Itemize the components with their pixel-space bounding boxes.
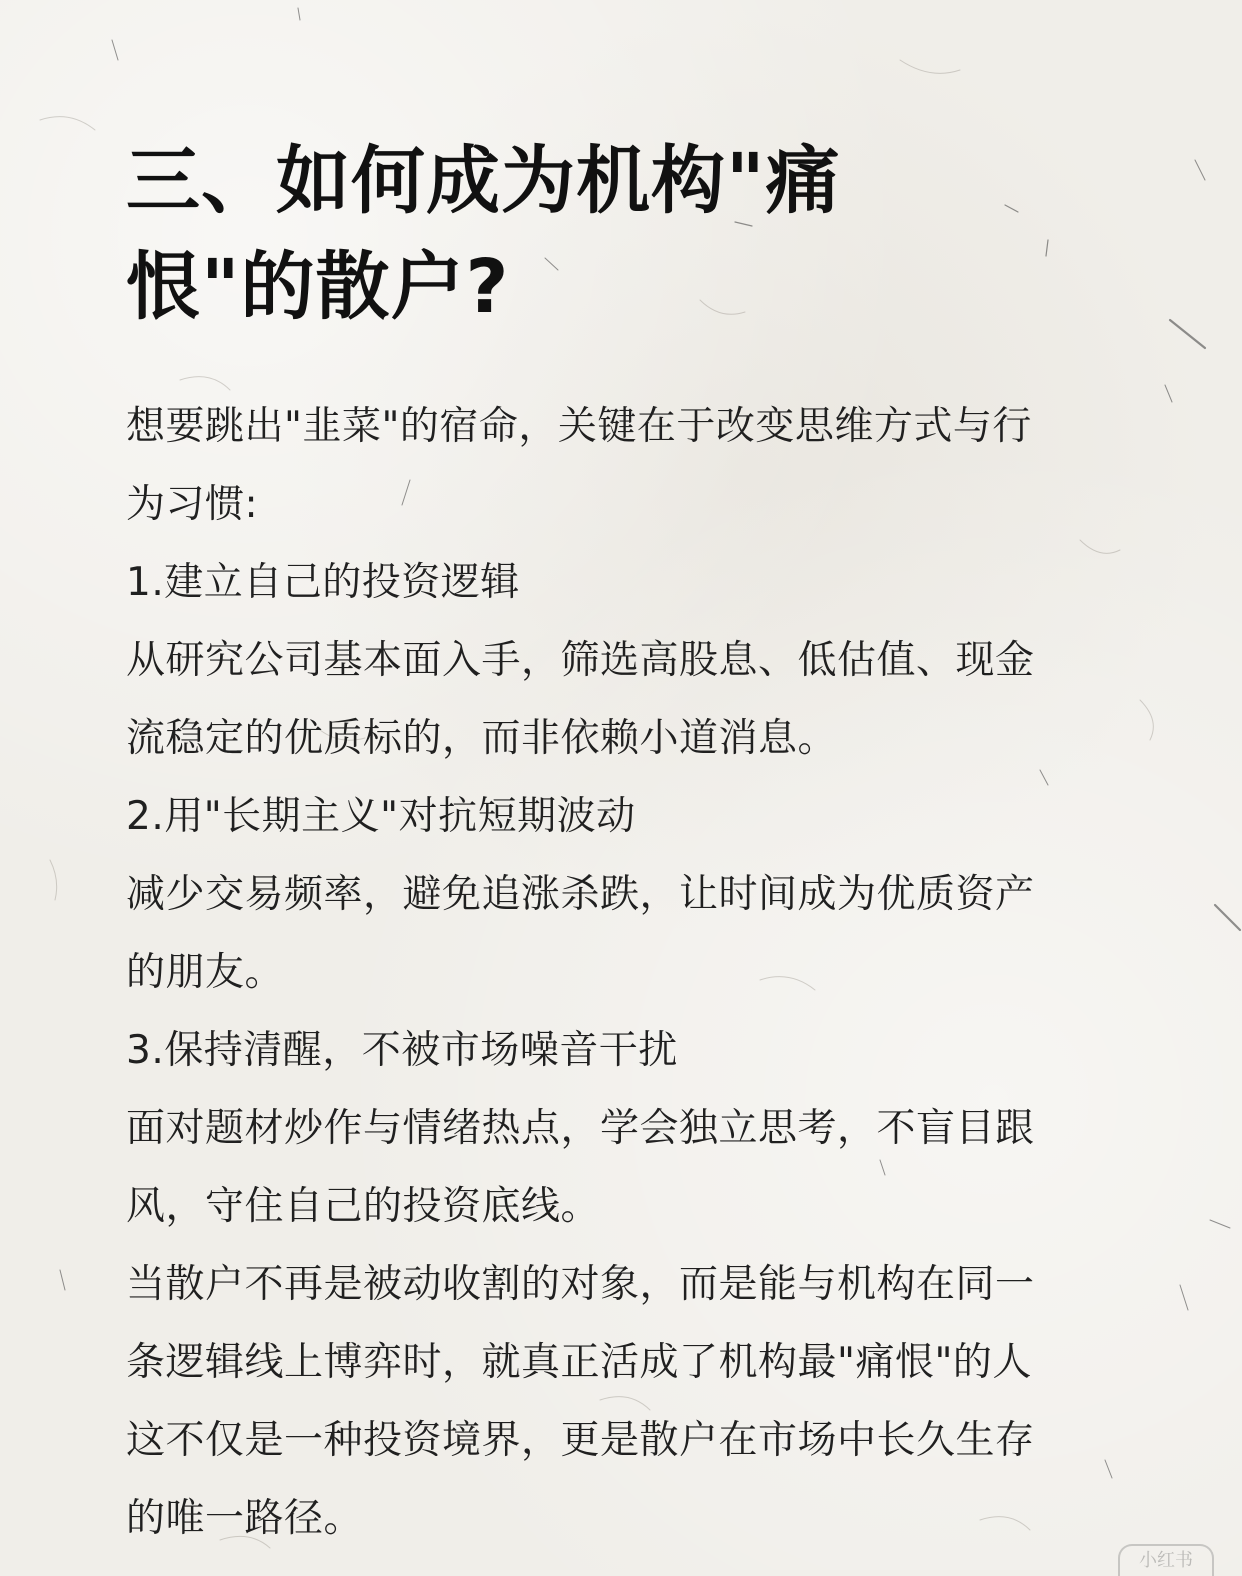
body-line: 的唯一路径。 — [126, 1496, 364, 1541]
list-heading-2: 2.用"长期主义"对抗短期波动 — [126, 794, 636, 839]
body-line: 想要跳出"韭菜"的宿命，关键在于改变思维方式与行 — [126, 404, 1032, 449]
body-line: 从研究公司基本面入手，筛选高股息、低估值、现金 — [126, 638, 1035, 683]
body-line: 风，守住自己的投资底线。 — [126, 1184, 601, 1229]
body-line: 面对题材炒作与情绪热点，学会独立思考，不盲目跟 — [126, 1106, 1035, 1151]
body-line: 这不仅是一种投资境界，更是散户在市场中长久生存 — [126, 1418, 1035, 1463]
body-line: 流稳定的优质标的，而非依赖小道消息。 — [126, 716, 838, 761]
article — [126, 128, 1106, 1558]
body-line: 为习惯: — [126, 482, 259, 527]
body-line: 当散户不再是被动收割的对象，而是能与机构在同一 — [126, 1262, 1035, 1307]
page-title: 三、如何成为机构"痛恨"的散户? — [126, 138, 841, 330]
body-line: 的朋友。 — [126, 950, 285, 995]
list-heading-3: 3.保持清醒，不被市场噪音干扰 — [126, 1028, 678, 1073]
article-body — [126, 388, 1106, 1558]
watermark-logo: 小红书 — [1118, 1544, 1214, 1576]
body-line: 减少交易频率，避免追涨杀跌，让时间成为优质资产 — [126, 872, 1035, 917]
list-heading-1: 1.建立自己的投资逻辑 — [126, 560, 520, 605]
body-line: 条逻辑线上博弈时，就真正活成了机构最"痛恨"的人 — [126, 1340, 1032, 1385]
